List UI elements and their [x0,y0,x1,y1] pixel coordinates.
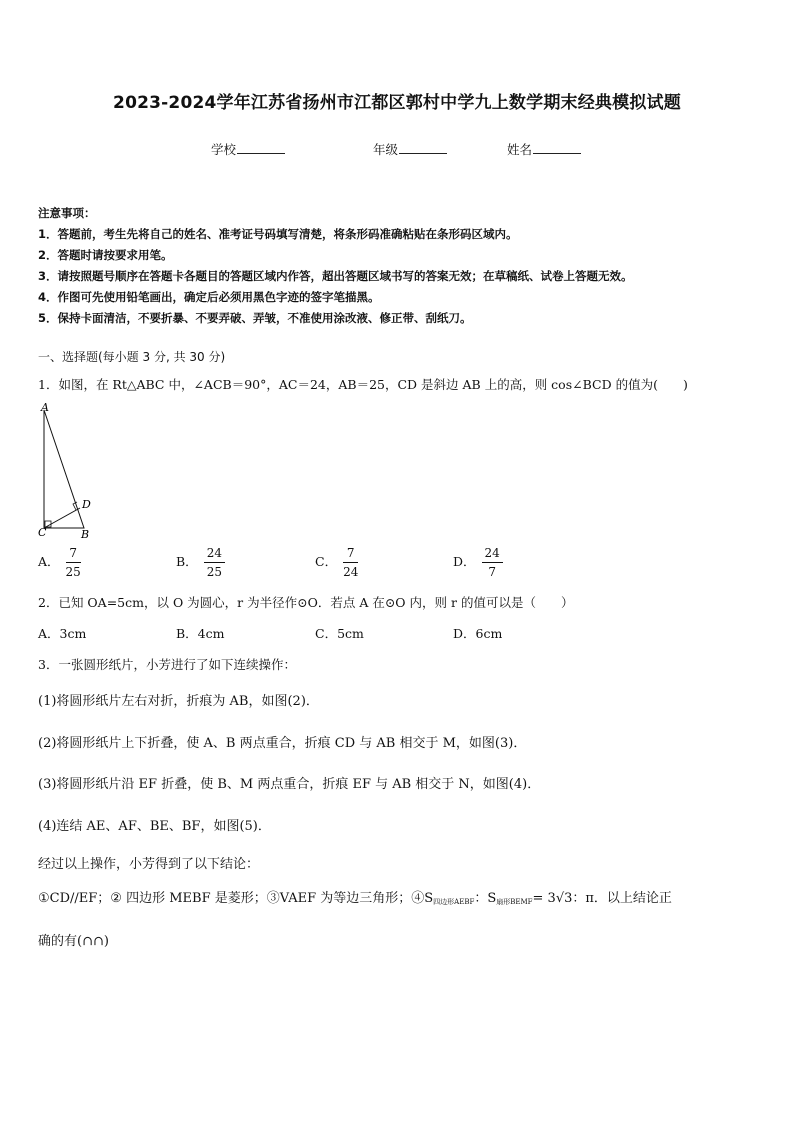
note-item: 2．答题时请按要求用笔。 [38,248,173,262]
triangle-figure [36,400,100,540]
question-3-conclusion-intro: 经过以上操作，小芳得到了以下结论： [38,857,260,872]
question-3-answer: 确的有(∩∩) [38,934,109,949]
option-letter: D． [453,554,476,569]
school-label: 学校 [211,142,237,157]
q2-option-b[interactable]: B．4cm [176,626,225,641]
label-d: D [82,498,91,511]
note-item: 5．保持卡面清洁，不要折暴、不要弄破、弄皱，不准使用涂改液、修正带、刮纸刀。 [38,311,472,325]
q1-option-d[interactable] [453,546,503,579]
altitude-cd [44,508,80,528]
option-fraction: $\frac{24}{7}$ [482,546,503,579]
question-3-conclusions [38,887,672,907]
question-3-step: (3)将圆形纸片沿 EF 折叠，使 B、M 两点重合，折痕 EF 与 AB 相交于 N，如图(4)． [38,777,541,792]
option-letter: A． [38,554,60,569]
note-item: 3．请按照题号顺序在答题卡各题目的答题区域内作答，超出答题区域书写的答案无效；在草稿纸、试卷上答题无效。 [38,269,633,283]
label-b: B [81,528,90,540]
student-info-row [0,140,794,160]
q2-option-c[interactable]: C．5cm [315,626,364,641]
option-fraction: $\frac{7}{25}$ [65,546,81,579]
option-fraction: $\frac{7}{24}$ [343,546,359,579]
school-blank[interactable] [237,140,285,154]
conclusion-text: ①CD//EF；② 四边形 MEBF 是菱形；③VAEF 为等边三角形；④S [38,891,434,906]
note-item: 4．作图可先使用铅笔画出，确定后必须用黑色字迹的签字笔描黑。 [38,290,380,304]
conclusion-text: = 3√3：π．以上结论正 [532,891,672,906]
question-3-step: (4)连结 AE、AF、BE、BF，如图(5)． [38,819,271,834]
grade-label: 年级 [373,142,399,157]
subscript-bemf: 扇形BEMF [496,898,533,906]
notes-heading: 注意事项： [38,206,96,220]
name-field[interactable] [507,140,581,158]
section-heading-choice: 一、选择题(每小题 3 分, 共 30 分) [38,350,226,364]
q2-option-a[interactable]: A．3cm [38,626,87,641]
conclusion-text: ：S [474,891,497,906]
page-title: 2023-2024学年江苏省扬州市江都区郭村中学九上数学期末经典模拟试题 [113,93,681,113]
grade-field[interactable] [373,140,447,158]
notes-block [38,203,768,329]
label-a: A [41,401,49,414]
school-field[interactable] [211,140,285,158]
triangle-abc [44,410,84,528]
question-3-intro: 3．一张圆形纸片，小芳进行了如下连续操作： [38,657,296,672]
q1-option-b[interactable] [176,546,225,579]
option-letter: C． [315,554,338,569]
question-3-step: (2)将圆形纸片上下折叠，使 A、B 两点重合，折痕 CD 与 AB 相交于 M，如图(3)． [38,736,527,751]
name-blank[interactable] [533,140,581,154]
grade-blank[interactable] [399,140,447,154]
question-2-text: 2．已知 OA=5cm，以 O 为圆心，r 为半径作⊙O．若点 A 在⊙O 内，则 r 的值可以是（ ） [38,595,574,610]
option-letter: B． [176,554,198,569]
note-item: 1．答题前，考生先将自己的姓名、准考证号码填写清楚，将条形码准确粘贴在条形码区域内。 [38,227,518,241]
question-1-text: 1．如图，在 Rt△ABC 中，∠ACB＝90°，AC＝24，AB＝25，CD 是斜边 AB 上的高，则 cos∠BCD 的值为( ) [38,377,688,392]
option-fraction: $\frac{24}{25}$ [204,546,225,579]
label-c: C [38,526,47,539]
question-3-step: (1)将圆形纸片左右对折，折痕为 AB，如图(2)． [38,694,319,709]
name-label: 姓名 [507,142,533,157]
subscript-aebf: 四边形AEBF [433,898,475,906]
q2-option-d[interactable]: D．6cm [453,626,503,641]
q1-option-a[interactable] [38,546,81,579]
q1-option-c[interactable] [315,546,358,579]
